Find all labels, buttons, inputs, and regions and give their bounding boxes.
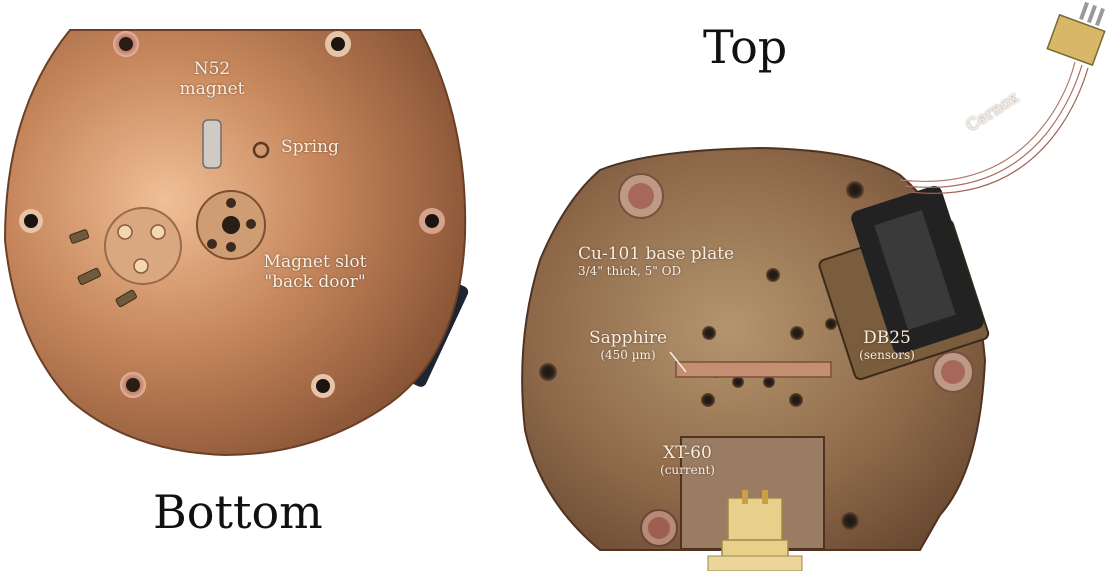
label-cernox: Cernox — [962, 87, 1022, 136]
label-base-plate-dims: 3/4" thick, 5" OD — [578, 263, 682, 278]
label-db25-title: DB25 — [863, 328, 911, 348]
label-sapphire-thickness: (450 µm) — [600, 347, 656, 362]
label-base-plate — [578, 245, 758, 278]
label-xt60 — [650, 444, 725, 477]
sapphire-strip — [676, 362, 831, 377]
label-db25 — [852, 329, 922, 362]
label-sapphire — [583, 329, 673, 362]
top-plate — [522, 2, 1105, 571]
heading-bottom: Bottom — [153, 485, 323, 539]
label-xt60-sub: (current) — [660, 462, 715, 477]
label-spring: Spring — [281, 137, 339, 157]
label-magnet-slot-line2: "back door" — [264, 271, 366, 292]
label-sapphire-title: Sapphire — [588, 328, 668, 348]
label-magnet — [172, 60, 252, 99]
label-magnet-line2: magnet — [179, 78, 245, 99]
label-xt60-title: XT-60 — [663, 443, 712, 463]
label-magnet-slot-line1: Magnet slot — [263, 252, 367, 272]
label-magnet-slot — [255, 253, 375, 292]
n52-magnet — [203, 120, 221, 168]
label-db25-sub: (sensors) — [859, 347, 915, 362]
label-base-plate-title: Cu-101 base plate — [578, 244, 735, 264]
label-magnet-line1: N52 — [193, 59, 231, 79]
heading-top: Top — [703, 20, 788, 74]
